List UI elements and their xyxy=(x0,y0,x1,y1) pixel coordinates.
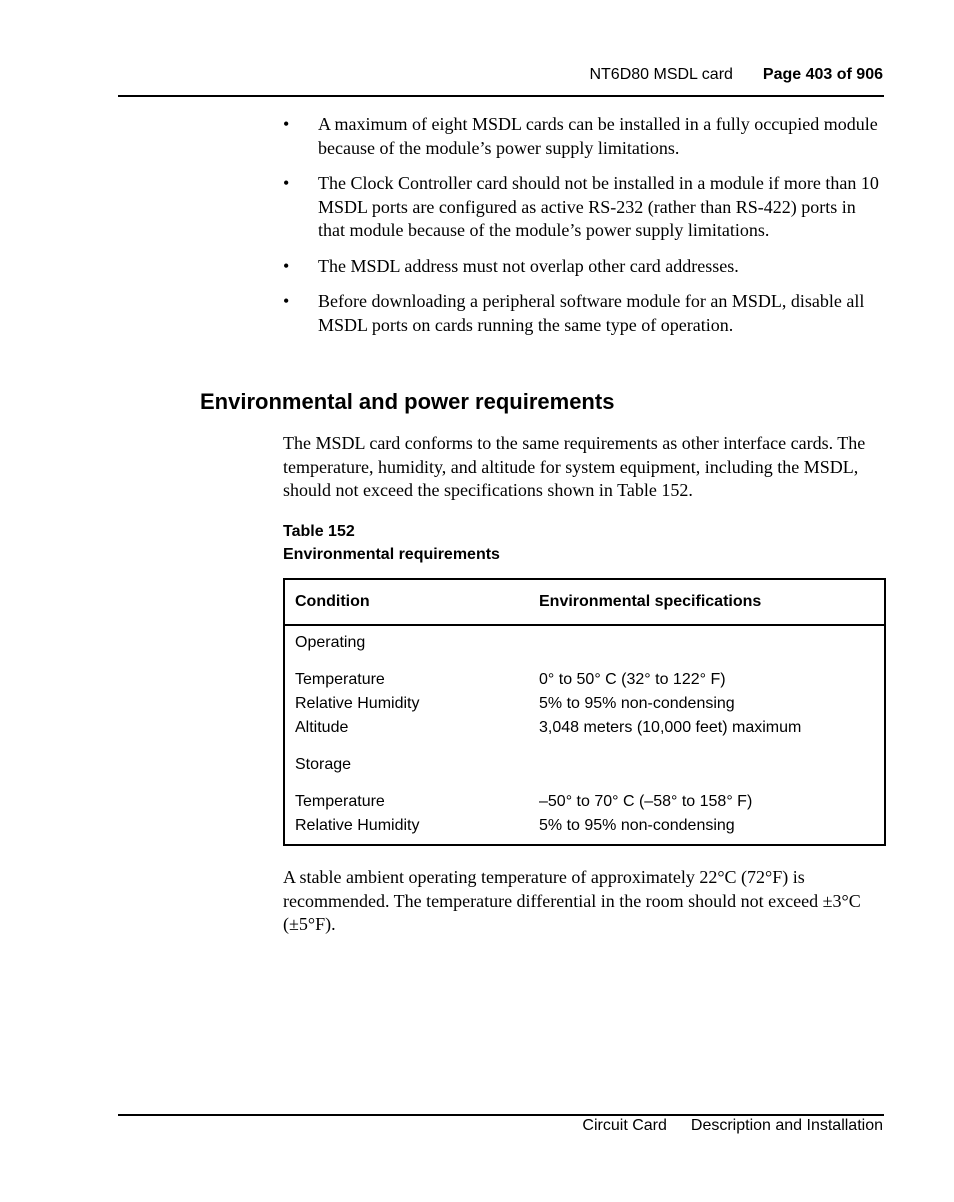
table-cell-spec: –50° to 70° C (–58° to 158° F) xyxy=(539,793,753,810)
section-heading: Environmental and power requirements xyxy=(200,389,615,414)
list-item: • The MSDL address must not overlap other card addresses. xyxy=(283,255,739,276)
table-header-row xyxy=(285,580,884,626)
intro-paragraph: The MSDL card conforms to the same requirements as other interface cards. The temperature, humidity, and altitude for system equipment, including the MSDL, should not exceed the specifications shown in Table 152. xyxy=(283,433,866,500)
table-cell-spec: 0° to 50° C (32° to 122° F) xyxy=(539,671,726,688)
table-cell-condition: Temperature xyxy=(295,793,385,810)
column-header-condition: Condition xyxy=(295,593,370,610)
closing-paragraph: A stable ambient operating temperature of approximately 22°C (72°F) is recommended. The temperature differential in the room should not exceed ±3°C (±5°F). xyxy=(283,867,861,934)
table-title: Environmental requirements xyxy=(283,545,500,563)
page-number: Page 403 of 906 xyxy=(762,66,883,83)
list-item: • A maximum of eight MSDL cards can be installed in a fully occupied module because of the module’s power supply limitations. xyxy=(283,114,878,158)
list-item: • The Clock Controller card should not be installed in a module if more than 10 MSDL ports are configured as active RS-232 (rather than RS-422) ports in that module because of the module’s power supply limitations. xyxy=(283,173,879,240)
page-footer xyxy=(582,1117,883,1135)
table-cell-spec: 5% to 95% non-condensing xyxy=(539,695,735,712)
header-rule xyxy=(118,95,884,97)
group-label-storage: Storage xyxy=(295,756,352,773)
table-cell-condition: Altitude xyxy=(295,719,349,736)
group-label-operating: Operating xyxy=(295,634,366,651)
footer-rule xyxy=(118,1114,884,1116)
footer-right-text: Description and Installation xyxy=(690,1117,883,1134)
table-cell-condition: Temperature xyxy=(295,671,385,688)
table-cell-condition: Relative Humidity xyxy=(295,695,420,712)
table-cell-condition: Relative Humidity xyxy=(295,817,420,834)
footer-left-text: Circuit Card xyxy=(582,1117,667,1134)
column-header-spec: Environmental specifications xyxy=(539,593,762,610)
table-cell-spec: 5% to 95% non-condensing xyxy=(539,817,735,834)
table-number: Table 152 xyxy=(283,523,355,540)
bullet-list xyxy=(283,113,883,349)
document-title: NT6D80 MSDL card xyxy=(589,66,733,83)
list-item: • Before downloading a peripheral software module for an MSDL, disable all MSDL ports on cards running the same type of operation. xyxy=(283,291,865,335)
table-cell-spec: 3,048 meters (10,000 feet) maximum xyxy=(539,719,802,736)
environmental-requirements-table xyxy=(283,578,886,846)
table-caption xyxy=(283,521,500,566)
page-header xyxy=(589,66,883,84)
